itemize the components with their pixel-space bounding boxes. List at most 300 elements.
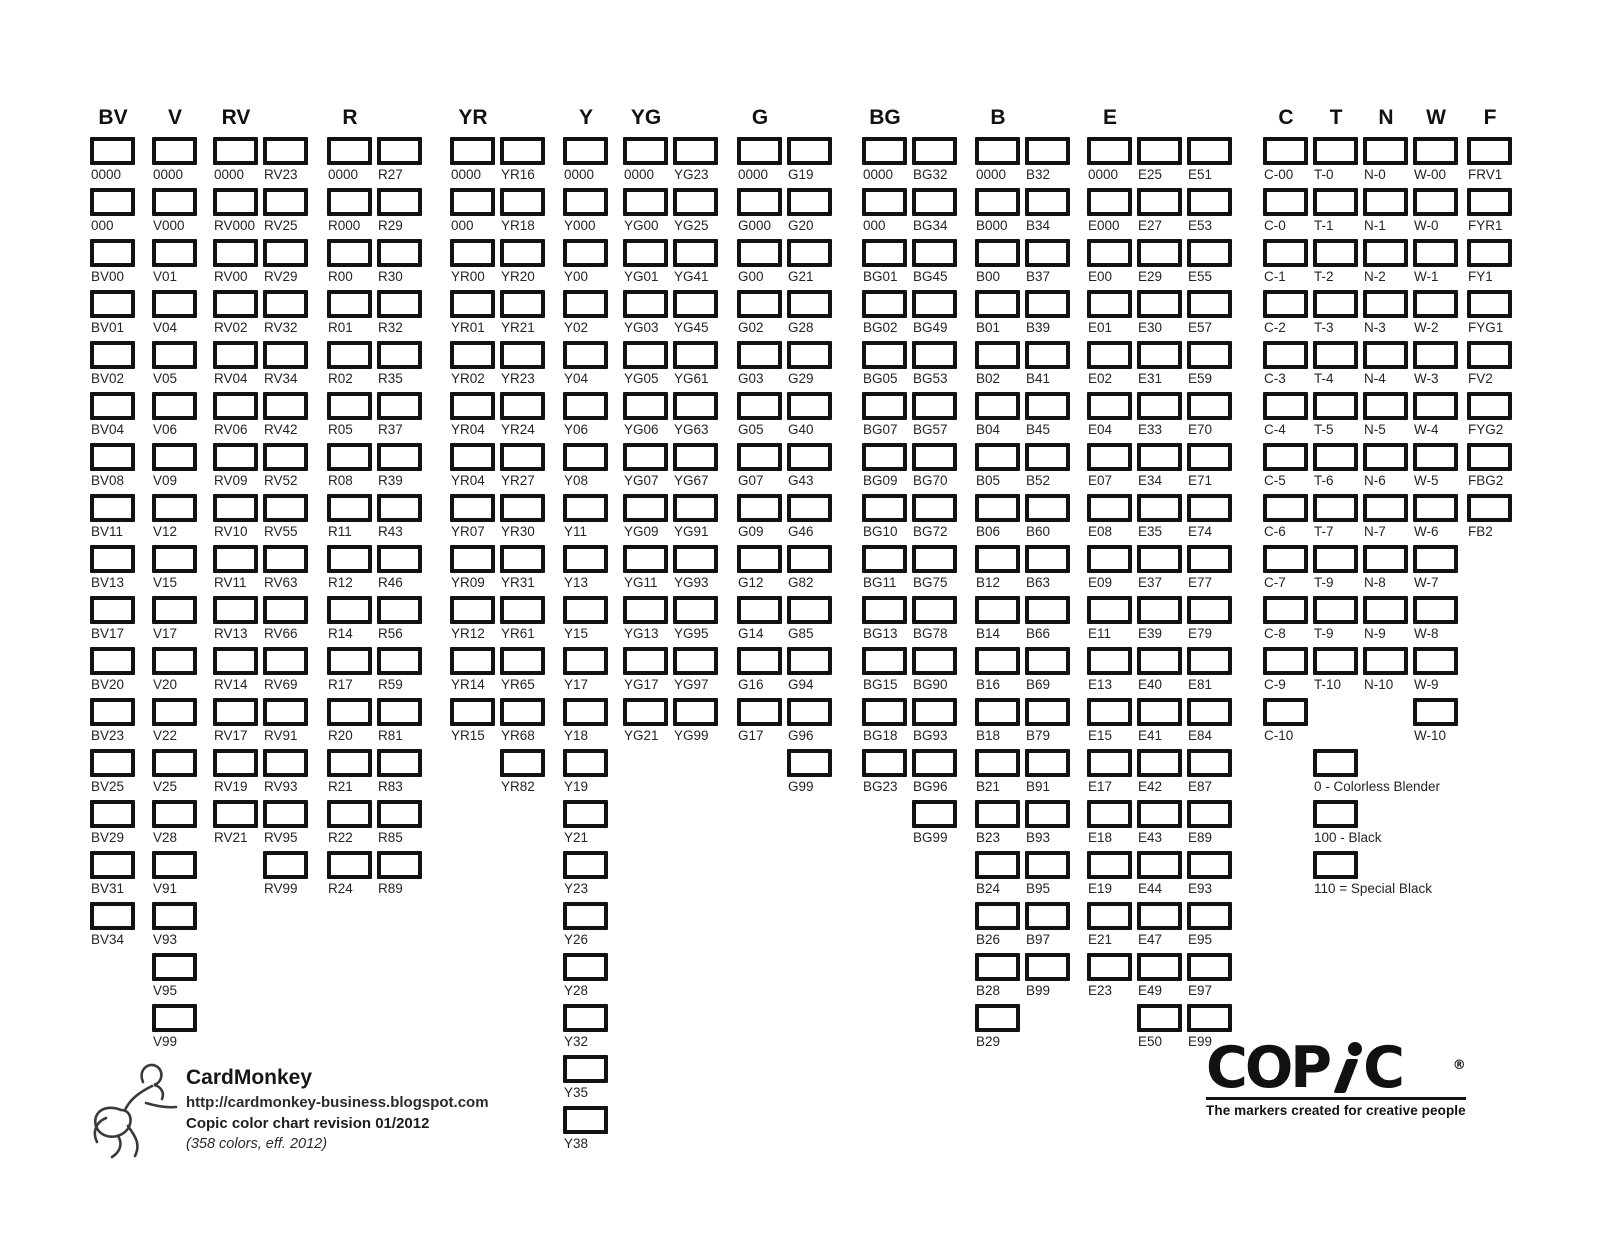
swatch-box-W-10	[1413, 698, 1458, 726]
swatch-label: V05	[153, 371, 178, 386]
swatch-cell-G21	[787, 239, 832, 290]
swatch-label: R14	[328, 626, 353, 641]
swatch-box-C-0	[1263, 188, 1308, 216]
swatch-box-E81	[1187, 647, 1232, 675]
swatch-label: RV34	[264, 371, 298, 386]
swatch-label: B01	[976, 320, 1001, 335]
swatch-cell-0000	[90, 137, 135, 188]
swatch-label: E39	[1138, 626, 1163, 641]
swatch-box-T-2	[1313, 239, 1358, 267]
swatch-cell-E53	[1187, 188, 1232, 239]
swatch-label: YG00	[624, 218, 659, 233]
swatch-label: B97	[1026, 932, 1051, 947]
swatch-cell-V93	[152, 902, 197, 953]
swatch-cell-0000	[623, 137, 668, 188]
swatch-label: V91	[153, 881, 178, 896]
swatch-label: N-1	[1364, 218, 1386, 233]
swatch-cell-V20	[152, 647, 197, 698]
swatch-box-BG11	[862, 545, 907, 573]
swatch-cell-B41	[1025, 341, 1070, 392]
column-header-T: T	[1329, 106, 1343, 129]
swatch-box-T-1	[1313, 188, 1358, 216]
swatch-box-110 = Special Black	[1313, 851, 1358, 879]
swatch-label: C-7	[1264, 575, 1286, 590]
swatch-cell-G17	[737, 698, 782, 749]
swatch-box-E02	[1087, 341, 1132, 369]
swatch-label: R02	[328, 371, 353, 386]
swatch-label: E21	[1088, 932, 1113, 947]
swatch-cell-E29	[1137, 239, 1182, 290]
swatch-cell-BG02	[862, 290, 907, 341]
swatch-label: B45	[1026, 422, 1051, 437]
swatch-label: C-3	[1264, 371, 1286, 386]
swatch-label: Y38	[564, 1136, 589, 1151]
swatch-box-RV10	[213, 494, 258, 522]
swatch-label: 0000	[1088, 167, 1119, 182]
swatch-box-BG53	[912, 341, 957, 369]
swatch-cell-E43	[1137, 800, 1182, 851]
swatch-box-N-9	[1363, 596, 1408, 624]
swatch-label: BG53	[913, 371, 948, 386]
swatch-cell-YR14	[450, 647, 495, 698]
swatch-box-YR27	[500, 443, 545, 471]
swatch-label: N-6	[1364, 473, 1386, 488]
swatch-box-N-6	[1363, 443, 1408, 471]
swatch-box-BG18	[862, 698, 907, 726]
swatch-label: R39	[378, 473, 403, 488]
swatch-cell-E97	[1187, 953, 1232, 1004]
swatch-cell-B16	[975, 647, 1020, 698]
swatch-cell-B12	[975, 545, 1020, 596]
swatch-cell-G16	[737, 647, 782, 698]
swatch-label: R20	[328, 728, 353, 743]
swatch-cell-W-5	[1413, 443, 1458, 494]
swatch-label: B02	[976, 371, 1001, 386]
swatch-cell-100 - Black	[1313, 800, 1440, 851]
swatch-box-V12	[152, 494, 197, 522]
swatch-cell-FYG2	[1467, 392, 1512, 443]
swatch-label: YR23	[501, 371, 535, 386]
swatch-box-000	[450, 188, 495, 216]
swatch-box-RV69	[263, 647, 308, 675]
swatch-label: BG45	[913, 269, 948, 284]
swatch-cell-BV17	[90, 596, 135, 647]
swatch-cell-R20	[327, 698, 372, 749]
swatch-cell-N-1	[1363, 188, 1408, 239]
swatch-box-R21	[327, 749, 372, 777]
swatch-box-E41	[1137, 698, 1182, 726]
swatch-cell-N-3	[1363, 290, 1408, 341]
swatch-label: R81	[378, 728, 403, 743]
swatch-box-E21	[1087, 902, 1132, 930]
column-header-W: W	[1426, 106, 1446, 129]
swatch-label: 110 = Special Black	[1314, 881, 1432, 896]
swatch-label: 0000	[863, 167, 894, 182]
swatch-label: FV2	[1468, 371, 1493, 386]
swatch-cell-E19	[1087, 851, 1132, 902]
swatch-box-BG10	[862, 494, 907, 522]
swatch-box-R81	[377, 698, 422, 726]
swatch-cell-RV63	[263, 545, 308, 596]
swatch-box-Y19	[563, 749, 608, 777]
swatch-label: G46	[788, 524, 814, 539]
swatch-label: N-10	[1364, 677, 1394, 692]
swatch-cell-R27	[377, 137, 422, 188]
swatch-label: B95	[1026, 881, 1051, 896]
swatch-cell-FRV1	[1467, 137, 1512, 188]
swatch-box-0000	[213, 137, 258, 165]
swatch-cell-R02	[327, 341, 372, 392]
swatch-box-B14	[975, 596, 1020, 624]
swatch-cell-E55	[1187, 239, 1232, 290]
swatch-box-C-6	[1263, 494, 1308, 522]
swatch-box-BV01	[90, 290, 135, 318]
swatch-box-YG06	[623, 392, 668, 420]
swatch-cell-V04	[152, 290, 197, 341]
swatch-box-YR24	[500, 392, 545, 420]
swatch-column-YR-1	[450, 137, 495, 749]
swatch-label: RV23	[264, 167, 298, 182]
swatch-box-YG95	[673, 596, 718, 624]
swatch-label: G94	[788, 677, 814, 692]
swatch-box-E35	[1137, 494, 1182, 522]
swatch-label: C-4	[1264, 422, 1286, 437]
swatch-box-BG23	[862, 749, 907, 777]
swatch-box-B97	[1025, 902, 1070, 930]
swatch-label: V22	[153, 728, 178, 743]
swatch-box-YG09	[623, 494, 668, 522]
swatch-label: BV00	[91, 269, 125, 284]
swatch-label: Y06	[564, 422, 589, 437]
swatch-cell-BG15	[862, 647, 907, 698]
swatch-cell-R00	[327, 239, 372, 290]
swatch-cell-V01	[152, 239, 197, 290]
swatch-box-YR04	[450, 392, 495, 420]
swatch-box-RV29	[263, 239, 308, 267]
swatch-label: BG99	[913, 830, 948, 845]
swatch-box-G07	[737, 443, 782, 471]
swatch-label: YR27	[501, 473, 535, 488]
swatch-cell-E18	[1087, 800, 1132, 851]
swatch-cell-B14	[975, 596, 1020, 647]
swatch-label: BG34	[913, 218, 948, 233]
swatch-label: YG13	[624, 626, 659, 641]
swatch-label: T-6	[1314, 473, 1334, 488]
swatch-box-Y13	[563, 545, 608, 573]
swatch-cell-G96	[787, 698, 832, 749]
swatch-cell-Y26	[563, 902, 608, 953]
swatch-cell-E41	[1137, 698, 1182, 749]
swatch-label: T-5	[1314, 422, 1334, 437]
swatch-cell-YR30	[500, 494, 545, 545]
swatch-label: E07	[1088, 473, 1113, 488]
swatch-box-0000	[862, 137, 907, 165]
swatch-cell-V05	[152, 341, 197, 392]
swatch-box-BG75	[912, 545, 957, 573]
swatch-box-B02	[975, 341, 1020, 369]
swatch-label: E59	[1188, 371, 1213, 386]
swatch-label: Y08	[564, 473, 589, 488]
swatch-label: RV14	[214, 677, 248, 692]
swatch-label: R56	[378, 626, 403, 641]
swatch-cell-G94	[787, 647, 832, 698]
swatch-column-YG-2	[673, 137, 718, 749]
swatch-box-G28	[787, 290, 832, 318]
swatch-box-R89	[377, 851, 422, 879]
swatch-box-E47	[1137, 902, 1182, 930]
swatch-box-RV02	[213, 290, 258, 318]
swatch-label: C-8	[1264, 626, 1286, 641]
swatch-label: E30	[1138, 320, 1163, 335]
swatch-box-Y21	[563, 800, 608, 828]
swatch-box-W-00	[1413, 137, 1458, 165]
swatch-cell-T-2	[1313, 239, 1358, 290]
swatch-label: BV17	[91, 626, 125, 641]
swatch-label: RV17	[214, 728, 248, 743]
swatch-label: B91	[1026, 779, 1051, 794]
swatch-label: RV09	[214, 473, 248, 488]
swatch-label: N-5	[1364, 422, 1386, 437]
swatch-column-R-1	[327, 137, 372, 902]
swatch-cell-B28	[975, 953, 1020, 1004]
swatch-box-BG32	[912, 137, 957, 165]
swatch-label: E81	[1188, 677, 1213, 692]
swatch-box-0000	[623, 137, 668, 165]
swatch-label: 0000	[451, 167, 482, 182]
swatch-cell-BG07	[862, 392, 907, 443]
swatch-label: YG93	[674, 575, 709, 590]
swatch-box-G82	[787, 545, 832, 573]
swatch-cell-V17	[152, 596, 197, 647]
swatch-box-W-1	[1413, 239, 1458, 267]
swatch-box-R00	[327, 239, 372, 267]
swatch-column-G-1	[737, 137, 782, 749]
swatch-label: B14	[976, 626, 1001, 641]
swatch-box-W-5	[1413, 443, 1458, 471]
swatch-box-B12	[975, 545, 1020, 573]
swatch-cell-BG70	[912, 443, 957, 494]
swatch-box-Y18	[563, 698, 608, 726]
swatch-label: 0000	[153, 167, 184, 182]
swatch-cell-G05	[737, 392, 782, 443]
swatch-column-E-3	[1187, 137, 1232, 1055]
swatch-label: E49	[1138, 983, 1163, 998]
swatch-cell-E21	[1087, 902, 1132, 953]
swatch-cell-E84	[1187, 698, 1232, 749]
swatch-box-T-9	[1313, 545, 1358, 573]
swatch-box-E50	[1137, 1004, 1182, 1032]
swatch-box-R01	[327, 290, 372, 318]
swatch-box-BG70	[912, 443, 957, 471]
swatch-box-V04	[152, 290, 197, 318]
swatch-label: R30	[378, 269, 403, 284]
swatch-label: FBG2	[1468, 473, 1504, 488]
swatch-cell-E81	[1187, 647, 1232, 698]
swatch-box-RV00	[213, 239, 258, 267]
swatch-box-G21	[787, 239, 832, 267]
swatch-box-T-10	[1313, 647, 1358, 675]
swatch-cell-B97	[1025, 902, 1070, 953]
swatch-cell-YR02	[450, 341, 495, 392]
swatch-cell-R85	[377, 800, 422, 851]
swatch-cell-Y08	[563, 443, 608, 494]
swatch-cell-BG23	[862, 749, 907, 800]
swatch-label: G14	[738, 626, 764, 641]
swatch-column-RV-2	[263, 137, 308, 902]
cardmonkey-url-link[interactable]: http://cardmonkey-business.blogspot.com	[186, 1094, 489, 1111]
swatch-box-YR00	[450, 239, 495, 267]
swatch-box-G16	[737, 647, 782, 675]
swatch-label: R83	[378, 779, 403, 794]
swatch-cell-YG23	[673, 137, 718, 188]
swatch-cell-R08	[327, 443, 372, 494]
swatch-cell-B45	[1025, 392, 1070, 443]
swatch-cell-Y35	[563, 1055, 608, 1106]
swatch-cell-Y15	[563, 596, 608, 647]
swatch-box-W-0	[1413, 188, 1458, 216]
swatch-cell-E02	[1087, 341, 1132, 392]
swatch-label: RV21	[214, 830, 248, 845]
swatch-label: G00	[738, 269, 764, 284]
swatch-cell-W-4	[1413, 392, 1458, 443]
swatch-box-FYR1	[1467, 188, 1512, 216]
swatch-box-RV91	[263, 698, 308, 726]
swatch-cell-E08	[1087, 494, 1132, 545]
swatch-label: B12	[976, 575, 1001, 590]
swatch-label: E02	[1088, 371, 1113, 386]
swatch-label: 0000	[976, 167, 1007, 182]
swatch-label: E33	[1138, 422, 1163, 437]
swatch-label: E34	[1138, 473, 1163, 488]
swatch-label: V15	[153, 575, 178, 590]
swatch-label: E01	[1088, 320, 1113, 335]
swatch-label: B26	[976, 932, 1001, 947]
swatch-box-C-8	[1263, 596, 1308, 624]
swatch-label: BG49	[913, 320, 948, 335]
swatch-label: YG21	[624, 728, 659, 743]
swatch-label: E57	[1188, 320, 1213, 335]
swatch-label: BV13	[91, 575, 125, 590]
swatch-box-B23	[975, 800, 1020, 828]
swatch-box-V000	[152, 188, 197, 216]
swatch-box-B60	[1025, 494, 1070, 522]
swatch-box-T-7	[1313, 494, 1358, 522]
swatch-column-E-2	[1137, 137, 1182, 1055]
swatch-column-C-1	[1263, 137, 1308, 749]
swatch-box-0000	[975, 137, 1020, 165]
swatch-box-E09	[1087, 545, 1132, 573]
swatch-cell-R24	[327, 851, 372, 902]
swatch-cell-YR18	[500, 188, 545, 239]
swatch-label: 0000	[738, 167, 769, 182]
swatch-cell-Y00	[563, 239, 608, 290]
swatch-cell-YR20	[500, 239, 545, 290]
swatch-cell-RV69	[263, 647, 308, 698]
swatch-cell-R43	[377, 494, 422, 545]
swatch-column-B-1	[975, 137, 1020, 1055]
swatch-box-W-2	[1413, 290, 1458, 318]
swatch-box-B99	[1025, 953, 1070, 981]
swatch-label: T-3	[1314, 320, 1334, 335]
swatch-box-N-3	[1363, 290, 1408, 318]
swatch-column-W-1	[1413, 137, 1458, 749]
swatch-cell-YG63	[673, 392, 718, 443]
swatch-cell-YR82	[500, 749, 545, 800]
column-header-G: G	[751, 106, 769, 129]
column-header-B: B	[990, 106, 1006, 129]
swatch-box-E71	[1187, 443, 1232, 471]
swatch-box-N-1	[1363, 188, 1408, 216]
swatch-label: R08	[328, 473, 353, 488]
swatch-box-RV32	[263, 290, 308, 318]
swatch-box-YR16	[500, 137, 545, 165]
swatch-box-E000	[1087, 188, 1132, 216]
swatch-cell-RV02	[213, 290, 258, 341]
swatch-label: Y00	[564, 269, 589, 284]
swatch-box-E95	[1187, 902, 1232, 930]
swatch-box-Y17	[563, 647, 608, 675]
swatch-box-BG07	[862, 392, 907, 420]
swatch-cell-RV21	[213, 800, 258, 851]
swatch-box-N-7	[1363, 494, 1408, 522]
copic-logo	[1206, 1035, 1466, 1101]
swatch-label: T-1	[1314, 218, 1334, 233]
swatch-box-R11	[327, 494, 372, 522]
swatch-box-RV42	[263, 392, 308, 420]
swatch-cell-BV34	[90, 902, 135, 953]
swatch-box-RV14	[213, 647, 258, 675]
swatch-cell-G03	[737, 341, 782, 392]
swatch-box-YR61	[500, 596, 545, 624]
swatch-cell-R81	[377, 698, 422, 749]
swatch-box-B95	[1025, 851, 1070, 879]
swatch-box-B63	[1025, 545, 1070, 573]
swatch-cell-YG09	[623, 494, 668, 545]
swatch-cell-E74	[1187, 494, 1232, 545]
swatch-column-B-2	[1025, 137, 1070, 1004]
swatch-cell-E40	[1137, 647, 1182, 698]
swatch-cell-E47	[1137, 902, 1182, 953]
swatch-box-R35	[377, 341, 422, 369]
swatch-label: YR18	[501, 218, 535, 233]
swatch-cell-BG53	[912, 341, 957, 392]
swatch-cell-RV25	[263, 188, 308, 239]
swatch-label: C-00	[1264, 167, 1294, 182]
swatch-cell-R30	[377, 239, 422, 290]
swatch-box-B52	[1025, 443, 1070, 471]
swatch-cell-0000	[563, 137, 608, 188]
swatch-label: YR68	[501, 728, 535, 743]
swatch-box-W-3	[1413, 341, 1458, 369]
swatch-cell-E71	[1187, 443, 1232, 494]
swatch-label: YG03	[624, 320, 659, 335]
swatch-label: RV55	[264, 524, 298, 539]
special-markers-column	[1313, 749, 1440, 902]
swatch-label: BG78	[913, 626, 948, 641]
swatch-box-B41	[1025, 341, 1070, 369]
swatch-box-G14	[737, 596, 782, 624]
swatch-cell-BG90	[912, 647, 957, 698]
swatch-label: BV29	[91, 830, 125, 845]
swatch-label: B60	[1026, 524, 1051, 539]
swatch-box-B00	[975, 239, 1020, 267]
swatch-cell-Y32	[563, 1004, 608, 1055]
swatch-box-RV11	[213, 545, 258, 573]
swatch-cell-YR27	[500, 443, 545, 494]
swatch-box-Y38	[563, 1106, 608, 1134]
swatch-cell-YG00	[623, 188, 668, 239]
swatch-box-R000	[327, 188, 372, 216]
